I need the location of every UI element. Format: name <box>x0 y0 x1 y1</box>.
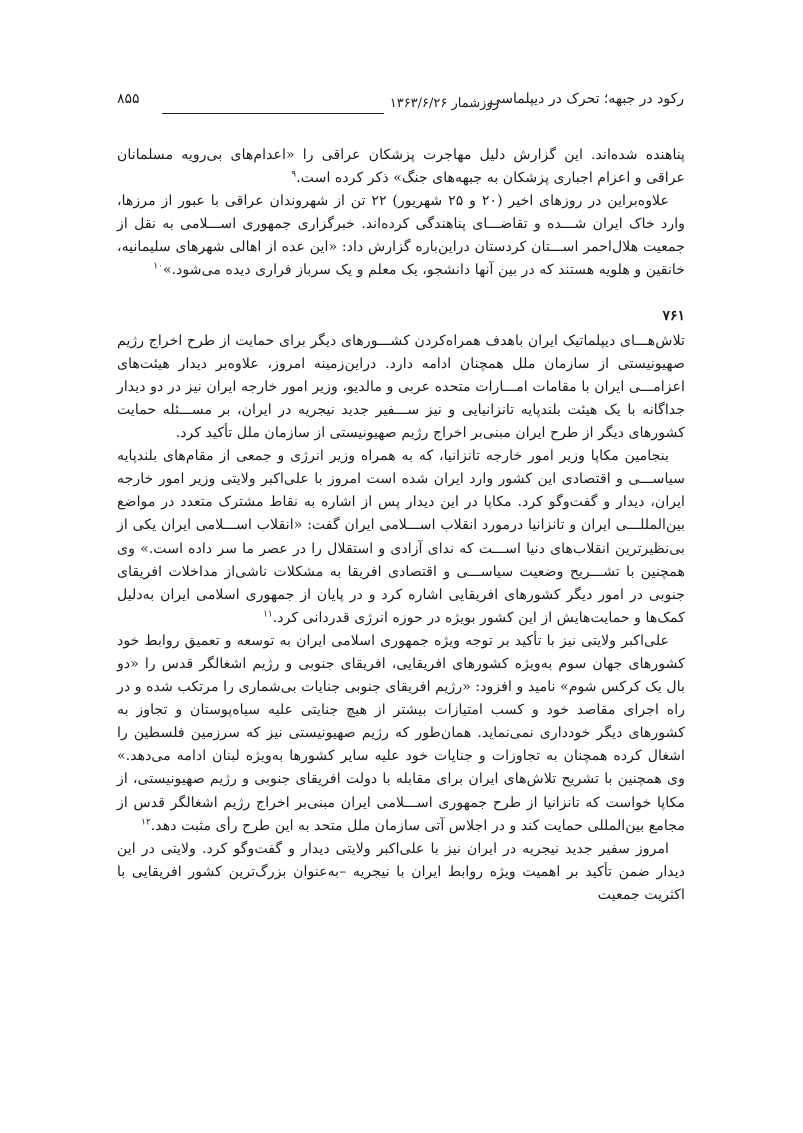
entry-number: ۷۶۱ <box>662 307 685 324</box>
body-text <box>117 144 685 907</box>
running-header-date: روزشمار ۱۳۶۳/۶/۲۶ <box>389 96 499 111</box>
running-header <box>117 88 684 114</box>
paragraph-text: امروز سفیر جدید نیجریه در ایران نیز با علی‌اکبر ولایتی دیدار و گفت‌وگو کرد. ولایتی در این دیدار ضمن تأکید بر اهمیت ویژه روابط ایران با نیجریه –به‌عنوان بزرگ‌ترین کشور افریقایی با اکثریت جمعیت <box>117 840 685 903</box>
paragraph <box>117 144 685 190</box>
paragraph <box>117 330 685 445</box>
footnote-ref: ۱۱ <box>263 609 273 620</box>
paragraph-text: بنجامین مکاپا وزیر امور خارجه تانزانیا، که به همراه وزیر انرژی و جمعی از مقام‌های بلندپایه سیاســـی و اقتصادی این کشور وارد ایران شده است امروز با علی‌اکبر ولایتی وزیر امور خارجه ایران، دیدار و گفت‌وگو کرد. مکاپا در این دیدار پس از اشاره به نقاط مشترک متعدد در مواضع بین‌المللـــی ایران و تانزانیا درمورد انقلاب اســـلامی ایران گفت: «انقلاب اســـلامی ایران یکی از بی‌نظیرترین انقلاب‌های دنیا اســـت که ندای آزادی و استقلال را در عصر ما سر داده است.» وی همچنین با تشـــریح وضعیت سیاســـی و اقتصادی افریقا به مشکلات ناشی‌از مداخلات افریقای جنوبی در امور دیگر کشورهای افریقایی اشاره کرد و در پایان از جمهوری اسلامی ایران به‌دلیل کمک‌ها و حمایت‌هایش از این کشور بویژه در حوزه انرژی قدردانی کرد. <box>117 448 685 626</box>
paragraph-text: تلاش‌هـــای دیپلماتیک ایران باهدف همراه‌کردن کشـــورهای دیگر برای حمایت از طرح اخراج رژیم صهیونیستی از سازمان ملل همچنان ادامه دارد. دراین‌زمینه امروز، علاوه‌بر دیدار هیئت‌های اعزامـــی ایران با مقامات امـــارات متحده عربی و مالدیو، وزیر امور خارجه ایران نیز در دو دیدار جداگانه با یک هیئت بلندپایه تانزانیایی و نیز ســـفیر جدید نیجریه در ایران، بر مســـئله حمایت کشورهای دیگر از طرح ایران مبنی‌بر اخراج رژیم صهیونیستی از سازمان ملل تأکید کرد. <box>117 332 685 442</box>
page-number: ۸۵۵ <box>117 91 140 107</box>
paragraph-text: علی‌اکبر ولایتی نیز با تأکید بر توجه ویژه جمهوری اسلامی ایران به توسعه و تعمیق روابط خود کشورهای جهان سوم به‌ویژه کشورهای افریقایی، افریقای جنوبی و رژیم اشغالگر قدس را «دو بال یک کرکس شوم» نامید و افزود: «رژیم افریقای جنوبی جنایات بی‌شماری را مرتکب شده و در راه اجرای مقاصد خود و کسب امتیازات بیشتر از هیچ جنایتی علیه سیاه‌پوستان و تجاوز به کشورهای دیگر خودداری نمی‌نماید. همان‌طور که رژیم صهیونیستی نیز که سرزمین فلسطین را اشغال کرده همچنان به تجاوزات و جنایات خود علیه سایر کشورها به‌ویژه لبنان ادامه می‌دهد.» وی همچنین با تشریح تلاش‌های ایران برای مقابله با دولت افریقای جنوبی و رژیم صهیونیستی، از مکاپا خواست که تانزانیا از طرح جمهوری اســـلامی ایران مبنی‌بر اخراج رژیم اشغالگر قدس از مجامع بین‌المللی حمایت کند و در اجلاس آتی سازمان ملل متحد به این طرح رأی مثبت دهد. <box>117 632 685 834</box>
paragraph <box>117 190 685 282</box>
footnote-ref: ۱۲ <box>141 816 151 827</box>
header-rule <box>162 113 384 114</box>
paragraph <box>117 630 685 838</box>
paragraph <box>117 838 685 907</box>
paragraph-text: علاوه‌براین در روزهای اخیر (۲۰ و ۲۵ شهریور) ۲۲ تن از شهروندان عراقی با عبور از مرزها، وارد خاک ایران شـــده و تقاضـــای پناهندگی کرده‌اند. خبرگزاری جمهوری اســـلامی به نقل از جمعیت هلال‌احمر اســـتان کردستان دراین‌باره گزارش داد: «این عده از اهالی شهرهای سلیمانیه، خانقین و هلویه هستند که در بین آنها دانشجو، یک معلم و یک سرباز فراری دیده می‌شود.» <box>117 193 685 279</box>
footnote-ref: ۱۰ <box>153 261 163 272</box>
footnote-ref: ۹ <box>291 169 297 180</box>
paragraph-text: پناهنده شده‌اند. این گزارش دلیل مهاجرت پزشکان عراقی را «اعدام‌های بی‌رویه مسلمانان عراقی و اعزام اجباری پزشکان به جبهه‌های جنگ» ذکر کرده است. <box>117 147 685 187</box>
running-header-title: رکود در جبهه؛ تحرک در دیپلماسی <box>489 91 684 107</box>
paragraph <box>117 445 685 630</box>
